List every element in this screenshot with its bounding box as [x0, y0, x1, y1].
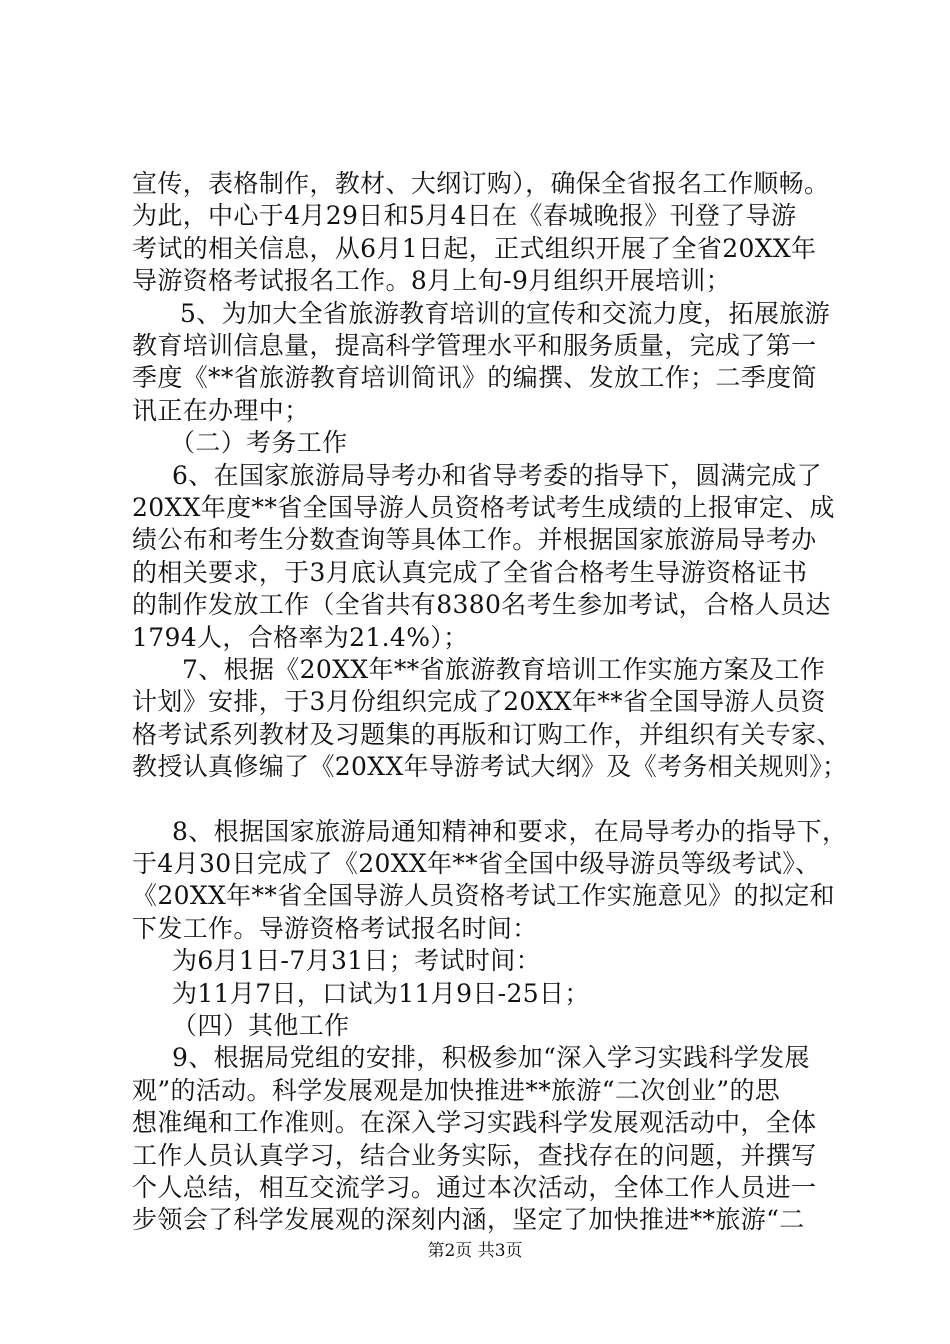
text-line: 教授认真修编了《20XX年导游考试大纲》及《考务相关规则》； [132, 752, 848, 781]
text-line: 观”的活动。科学发展观是加快推进**旅游“二次创业”的思 [132, 1076, 781, 1105]
text-line: 个人总结，相互交流学习。通过本次活动，全体工作人员进一 [132, 1173, 817, 1202]
text-line: 的相关要求，于3月底认真完成了全省合格考生导游资格证书 [132, 558, 808, 587]
paragraph-9-start: 9、根据局党组的安排，积极参加“深入学习实践科学发展 [172, 1043, 810, 1072]
paragraph-5-start: 5、为加大全省旅游教育培训的宣传和交流力度，拓展旅游 [180, 299, 831, 328]
text-line: 想准绳和工作准则。在深入学习实践科学发展观活动中，全体 [132, 1108, 817, 1137]
text-line: 季度《**省旅游教育培训简讯》的编撰、发放工作；二季度简 [132, 363, 817, 392]
text-line: 绩公布和考生分数查询等具体工作。并根据国家旅游局导考办 [132, 525, 817, 554]
text-line: 步领会了科学发展观的深刻内涵，坚定了加快推进**旅游“二 [132, 1205, 805, 1234]
text-line: 讯正在办理中； [132, 396, 310, 425]
text-line: 宣传，表格制作，教材、大纲订购），确保全省报名工作顺畅。 [132, 169, 830, 198]
text-line: 导游资格考试报名工作。8月上旬-9月组织开展培训； [132, 266, 732, 295]
paragraph-8-start: 8、根据国家旅游局通知精神和要求，在局导考办的指导下， [172, 817, 848, 846]
text-line: 1794人，合格率为21.4%）； [132, 623, 469, 652]
paragraph-6-start: 6、在国家旅游局导考办和省导考委的指导下，圆满完成了 [172, 461, 823, 490]
text-line: 为此，中心于4月29日和5月4日在《春城晚报》刊登了导游 [132, 201, 797, 230]
text-line: 格考试系列教材及习题集的再版和订购工作，并组织有关专家、 [132, 720, 842, 749]
text-line: 《20XX年**省全国导游人员资格考试工作实施意见》的拟定和 [132, 881, 835, 910]
text-line: 的制作发放工作（全省共有8380名考生参加考试，合格人员达 [132, 590, 831, 619]
section-heading-exam-affairs: （二）考务工作 [170, 428, 348, 457]
text-line: 工作人员认真学习，结合业务实际，查找存在的问题，并撰写 [132, 1141, 817, 1170]
section-heading-other-work: （四）其他工作 [172, 1011, 350, 1040]
page-footer: 第2页 共3页 [427, 1241, 523, 1261]
text-line: 教育培训信息量，提高科学管理水平和服务质量，完成了第一 [132, 331, 817, 360]
text-line: 下发工作。导游资格考试报名时间： [132, 914, 538, 943]
text-line: 20XX年度**省全国导游人员资格考试考生成绩的上报审定、成 [132, 493, 835, 522]
text-line: 考试的相关信息，从6月1日起，正式组织开展了全省20XX年 [132, 234, 817, 263]
text-line: 为6月1日-7月31日；考试时间： [172, 946, 541, 975]
text-line: 于4月30日完成了《20XX年**省全国中级导游员等级考试》、 [132, 849, 821, 878]
text-line: 为11月7日，口试为11月9日-25日； [172, 979, 590, 1008]
paragraph-7-start: 7、根据《20XX年**省旅游教育培训工作实施方案及工作 [182, 655, 826, 684]
text-line: 计划》安排，于3月份组织完成了20XX年**省全国导游人员资 [132, 687, 826, 716]
